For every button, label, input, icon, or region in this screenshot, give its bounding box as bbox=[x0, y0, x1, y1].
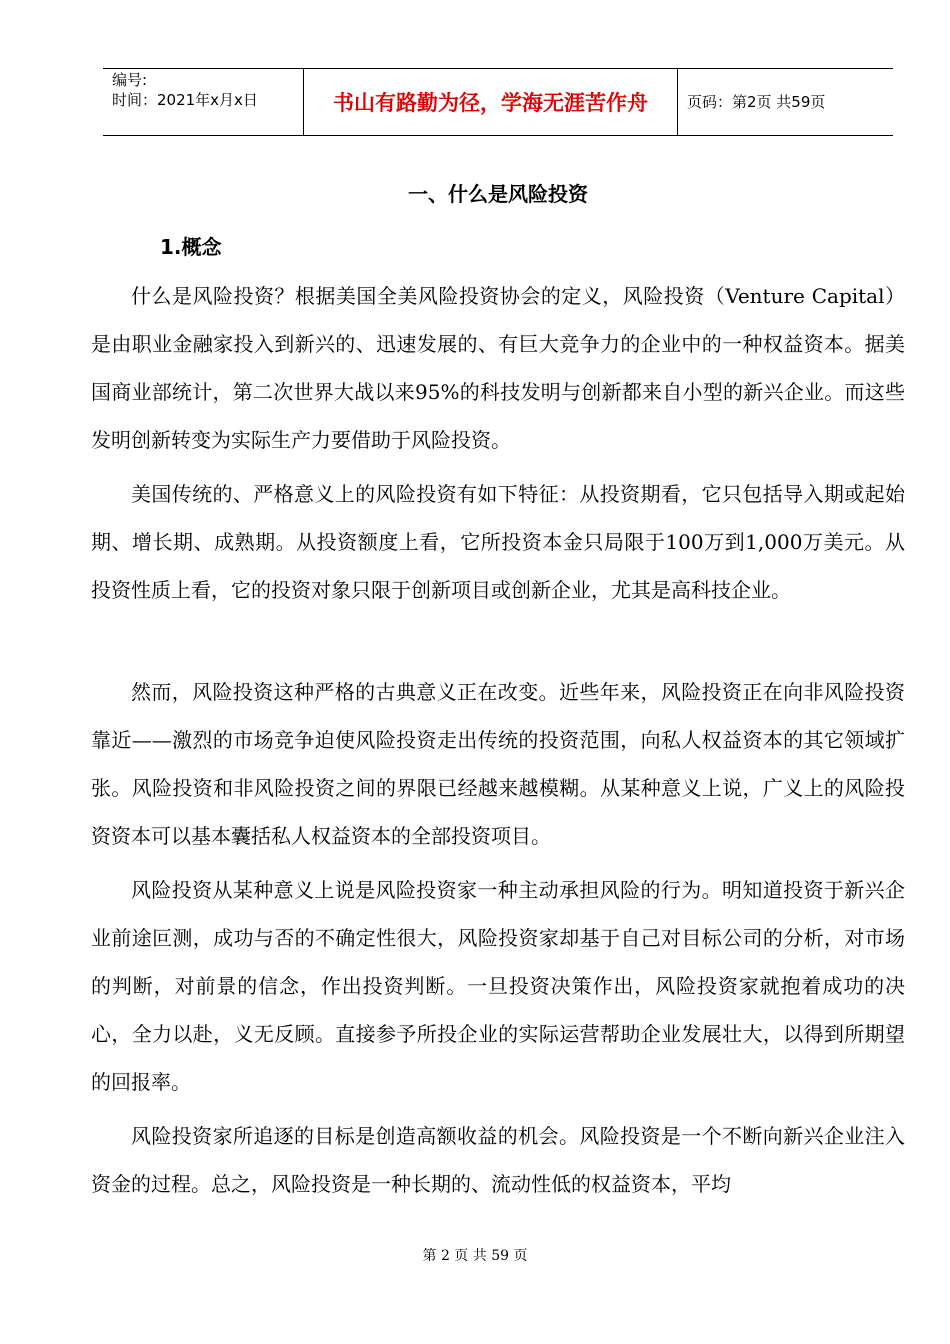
paragraph: 风险投资家所追逐的目标是创造高额收益的机会。风险投资是一个不断向新兴企业注入资金的过程。总之，风险投资是一种长期的、流动性低的权益资本，平均 bbox=[91, 1124, 905, 1196]
header-bottom-rule bbox=[103, 135, 893, 136]
paragraph: 风险投资从某种意义上说是风险投资家一种主动承担风险的行为。明知道投资于新兴企业前途叵测，成功与否的不确定性很大，风险投资家却基于自己对目标公司的分析，对市场的判断，对前景的信念，作出投资判断。一旦投资决策作出，风险投资家就抱着成功的决心，全力以赴，义无反顾。直接参予所投企业的实际运营帮助企业发展壮大，以得到所期望的回报率。 bbox=[91, 878, 905, 1094]
paragraph: 美国传统的、严格意义上的风险投资有如下特征：从投资期看，它只包括导入期或起始期、增长期、成熟期。从投资额度上看，它所投资本金只局限于100万到1,000万美元。从投资性质上看，它的投资对象只限于创新项目或创新企业，尤其是高科技企业。 bbox=[91, 482, 905, 602]
header-page-label: 页码：第2页 共59页 bbox=[687, 93, 826, 111]
paragraph: 然而，风险投资这种严格的古典意义正在改变。近些年来，风险投资正在向非风险投资靠近——激烈的市场竞争迫使风险投资走出传统的投资范围，向私人权益资本的其它领域扩张。风险投资和非风险投资之间的界限已经越来越模糊。从某种意义上说，广义上的风险投资资本可以基本囊括私人权益资本的全部投资项目。 bbox=[91, 680, 905, 848]
header-meta bbox=[112, 70, 302, 110]
header-motto: 书山有路勤为径，学海无涯苦作舟 bbox=[333, 90, 648, 115]
subsection-title: 1.概念 bbox=[160, 235, 222, 259]
header-number-label: 编号: bbox=[112, 71, 148, 89]
page-footer: 第 2 页 共 59 页 bbox=[422, 1248, 528, 1264]
header-divider-right bbox=[677, 68, 678, 135]
paragraph: 什么是风险投资？根据美国全美风险投资协会的定义，风险投资（Venture Capital）是由职业金融家投入到新兴的、迅速发展的、有巨大竞争力的企业中的一种权益资本。据美国商业部统计，第二次世界大战以来95%的科技发明与创新都来自小型的新兴企业。而这些发明创新转变为实际生产力要借助于风险投资。 bbox=[91, 284, 905, 452]
section-title: 一、什么是风险投资 bbox=[408, 182, 588, 206]
header-time-label: 时间：2021年x月x日 bbox=[112, 91, 258, 109]
